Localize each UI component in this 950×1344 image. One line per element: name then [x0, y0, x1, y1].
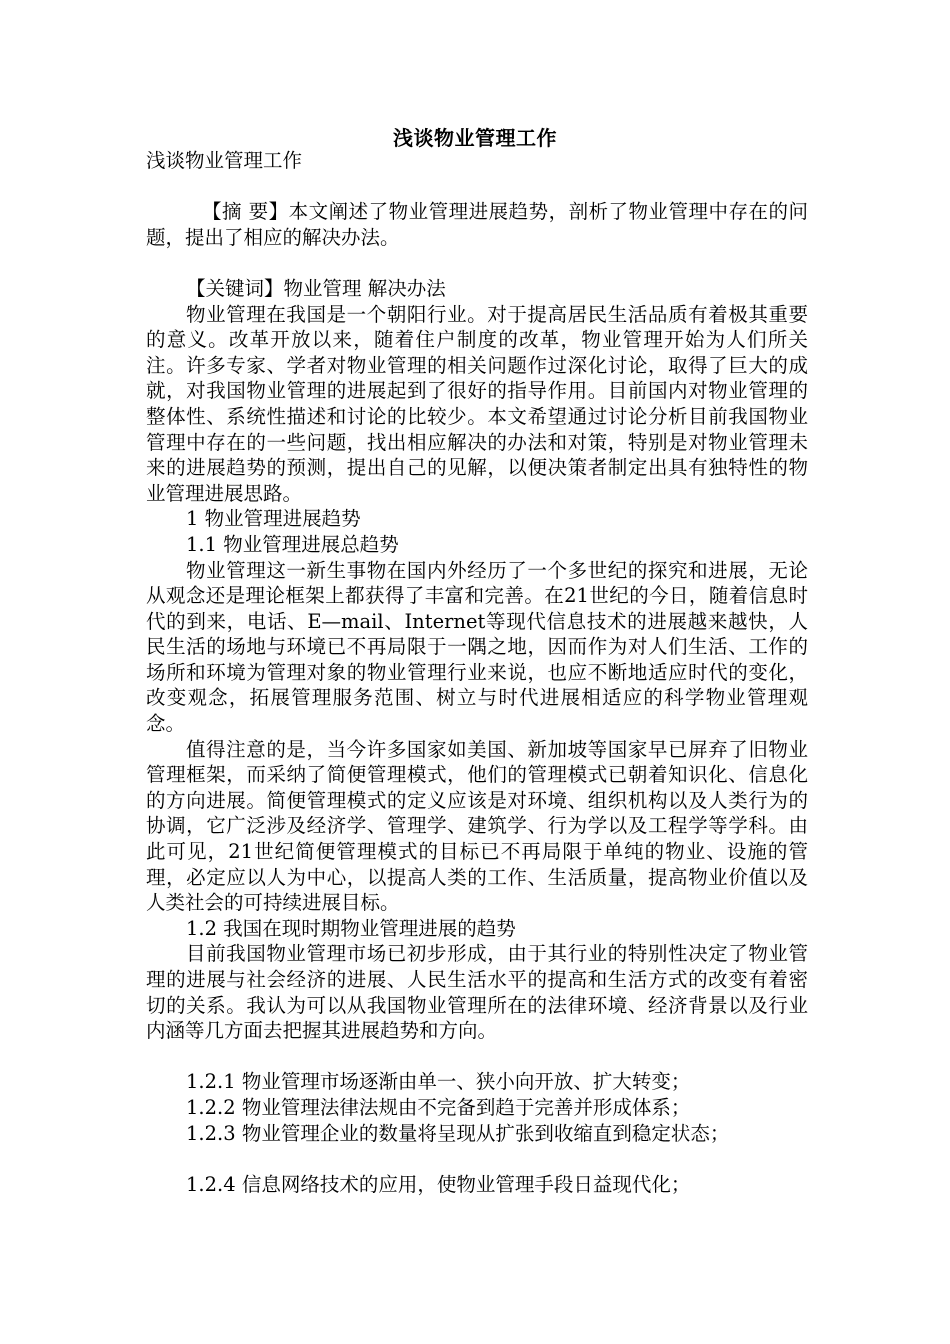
document-title: 浅谈物业管理工作 — [393, 126, 557, 150]
list-item-1-2-2: 1.2.2 物业管理法律法规由不完备到趋于完善并形成体系； — [186, 1095, 691, 1119]
blank-line — [146, 1044, 808, 1070]
list-item-1-2-3: 1.2.3 物业管理企业的数量将呈现从扩张到收缩直到稳定状态； — [186, 1121, 730, 1145]
section-heading-1: 1 物业管理进展趋势 — [186, 507, 361, 531]
document-body — [146, 148, 808, 1197]
blank-line — [146, 250, 808, 276]
section-heading-1-2: 1.2 我国在现时期物业管理进展的趋势 — [186, 916, 516, 940]
blank-line — [146, 1146, 808, 1172]
list-item-1-2-1: 1.2.1 物业管理市场逐渐由单一、狭小向开放、扩大转变； — [186, 1070, 691, 1094]
body-paragraph-3: 目前我国物业管理市场已初步形成，由于其行业的特别性决定了物业管理的进展与社会经济的进展、人民生活水平的提高和生活方式的改变有着密切的关系。我认为可以从我国物业管理所在的法律环境、经济背景以及行业内涵等几方面去把握其进展趋势和方向。 — [146, 942, 808, 1043]
intro-paragraph: 物业管理在我国是一个朝阳行业。对于提高居民生活品质有着极其重要的意义。改革开放以来，随着住户制度的改革，物业管理开始为人们所关注。许多专家、学者对物业管理的相关问题作过深化讨论，取得了巨大的成就，对我国物业管理的进展起到了很好的指导作用。目前国内对物业管理的整体性、系统性描述和讨论的比较少。本文希望通过讨论分析目前我国物业管理中存在的一些问题，找出相应解决的办法和对策，特别是对物业管理未来的进展趋势的预测，提出自己的见解，以便决策者制定出具有独特性的物业管理进展思路。 — [146, 302, 808, 505]
keywords-line: 【关键词】物业管理 解决办法 — [186, 276, 446, 300]
body-paragraph-1: 物业管理这一新生事物在国内外经历了一个多世纪的探究和进展，无论从观念还是理论框架上都获得了丰富和完善。在21世纪的今日，随着信息时代的到来，电话、E—mail、Internet等现代信息技术的进展越来越快，人民生活的场地与环境已不再局限于一隅之地，因而作为对人们生活、工作的场所和环境为管理对象的物业管理行业来说，也应不断地适应时代的变化，改变观念，拓展管理服务范围、树立与时代进展相适应的科学物业管理观念。 — [146, 558, 808, 736]
section-heading-1-1: 1.1 物业管理进展总趋势 — [186, 532, 399, 556]
list-item-1-2-4: 1.2.4 信息网络技术的应用，使物业管理手段日益现代化； — [186, 1172, 691, 1196]
blank-line — [146, 174, 808, 200]
abstract-paragraph: 【摘 要】本文阐述了物业管理进展趋势，剖析了物业管理中存在的问题，提出了相应的解决办法。 — [146, 200, 808, 249]
document-subtitle: 浅谈物业管理工作 — [146, 149, 303, 172]
body-paragraph-2: 值得注意的是，当今许多国家如美国、新加坡等国家早已屏弃了旧物业管理框架，而采纳了简便管理模式，他们的管理模式已朝着知识化、信息化的方向进展。简便管理模式的定义应该是对环境、组织机构以及人类行为的协调，它广泛涉及经济学、管理学、建筑学、行为学以及工程学等学科。由此可见，21世纪简便管理模式的目标已不再局限于单纯的物业、设施的管理，必定应以人为中心，以提高人类的工作、生活质量，提高物业价值以及人类社会的可持续进展目标。 — [146, 737, 808, 915]
